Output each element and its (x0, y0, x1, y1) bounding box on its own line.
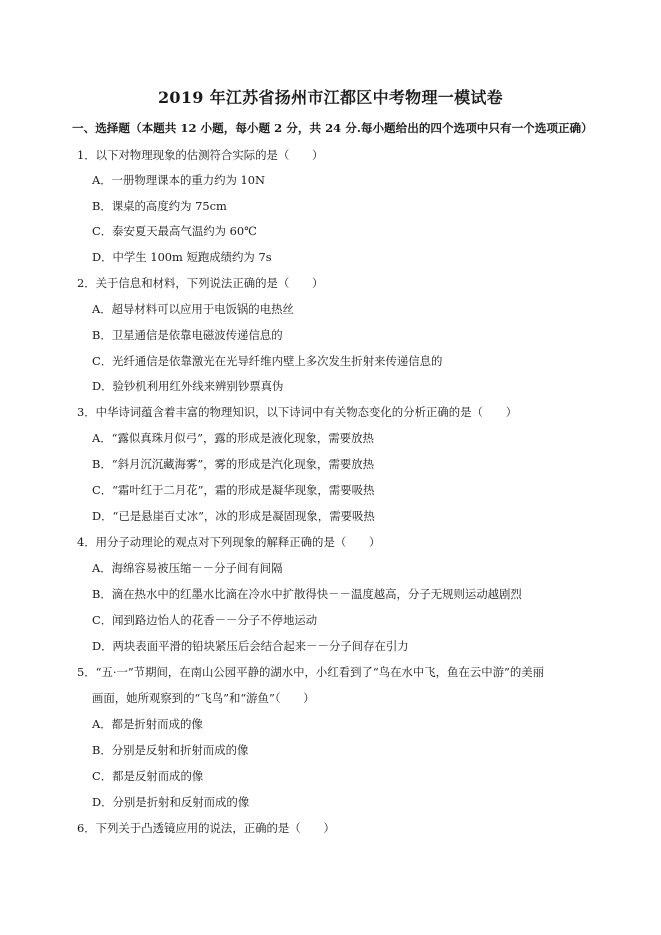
question-5-stem: 5．“五·一”节期间，在南山公园平静的湖水中，小红看到了“鸟在水中飞，鱼在云中游”的美丽 (77, 665, 545, 679)
question-5-option-a: A．都是折射而成的像 (92, 717, 203, 731)
question-1-stem: 1．以下对物理现象的估测符合实际的是（ ） (77, 148, 324, 162)
question-3-option-b: B．“斜月沉沉藏海雾”，雾的形成是汽化现象，需要放热 (92, 457, 375, 471)
question-4-stem: 4．用分子动理论的观点对下列现象的解释正确的是（ ） (77, 535, 381, 549)
question-1-option-a: A．一册物理课本的重力约为 10N (92, 173, 265, 187)
question-2-option-b: B．卫星通信是依靠电磁波传递信息的 (92, 328, 283, 342)
question-5-option-d: D．分别是折射和反射而成的像 (92, 795, 250, 809)
question-2-option-c: C．光纤通信是依靠激光在光导纤维内壁上多次发生折射来传递信息的 (92, 354, 443, 368)
question-1-option-b: B．课桌的高度约为 75cm (92, 199, 227, 213)
question-4-option-a: A．海绵容易被压缩－－分子间有间隔 (92, 561, 283, 575)
question-2-option-d: D．验钞机利用红外线来辨别钞票真伪 (92, 379, 284, 393)
question-4-option-b: B．滴在热水中的红墨水比滴在冷水中扩散得快－－温度越高，分子无规则运动越剧烈 (92, 587, 522, 601)
question-2-stem: 2．关于信息和材料，下列说法正确的是（ ） (77, 276, 324, 290)
question-4-option-c: C．闻到路边怡人的花香－－分子不停地运动 (92, 613, 318, 627)
question-2-option-a: A．超导材料可以应用于电饭锅的电热丝 (92, 302, 294, 316)
question-6-stem: 6．下列关于凸透镜应用的说法，正确的是（ ） (77, 821, 335, 835)
section-heading: 一、选择题（本题共 12 小题，每小题 2 分，共 24 分.每小题给出的四个选项中只有一个选项正确） (72, 121, 593, 135)
question-3-option-a: A．“露似真珠月似弓”，露的形成是液化现象，需要放热 (92, 431, 374, 445)
question-5-option-b: B．分别是反射和折射而成的像 (92, 743, 249, 757)
question-3-option-c: C．“霜叶红于二月花”，霜的形成是凝华现象，需要吸热 (92, 483, 375, 497)
page-title: 2019 年江苏省扬州市江都区中考物理一模试卷 (157, 88, 503, 107)
question-3-option-d: D．“已是悬崖百丈冰”，冰的形成是凝固现象，需要吸热 (92, 509, 375, 523)
question-5-option-c: C．都是反射而成的像 (92, 769, 204, 783)
question-1-option-c: C．泰安夏天最高气温约为 60℃ (92, 224, 257, 238)
question-5-stem-continued: 画面，她所观察到的“飞鸟”和“游鱼”（ ） (92, 691, 315, 705)
question-3-stem: 3．中华诗词蕴含着丰富的物理知识，以下诗词中有关物态变化的分析正确的是（ ） (77, 405, 518, 419)
question-4-option-d: D．两块表面平滑的铅块紧压后会结合起来－－分子间存在引力 (92, 639, 409, 653)
question-1-option-d: D．中学生 100m 短跑成绩约为 7s (92, 250, 272, 264)
